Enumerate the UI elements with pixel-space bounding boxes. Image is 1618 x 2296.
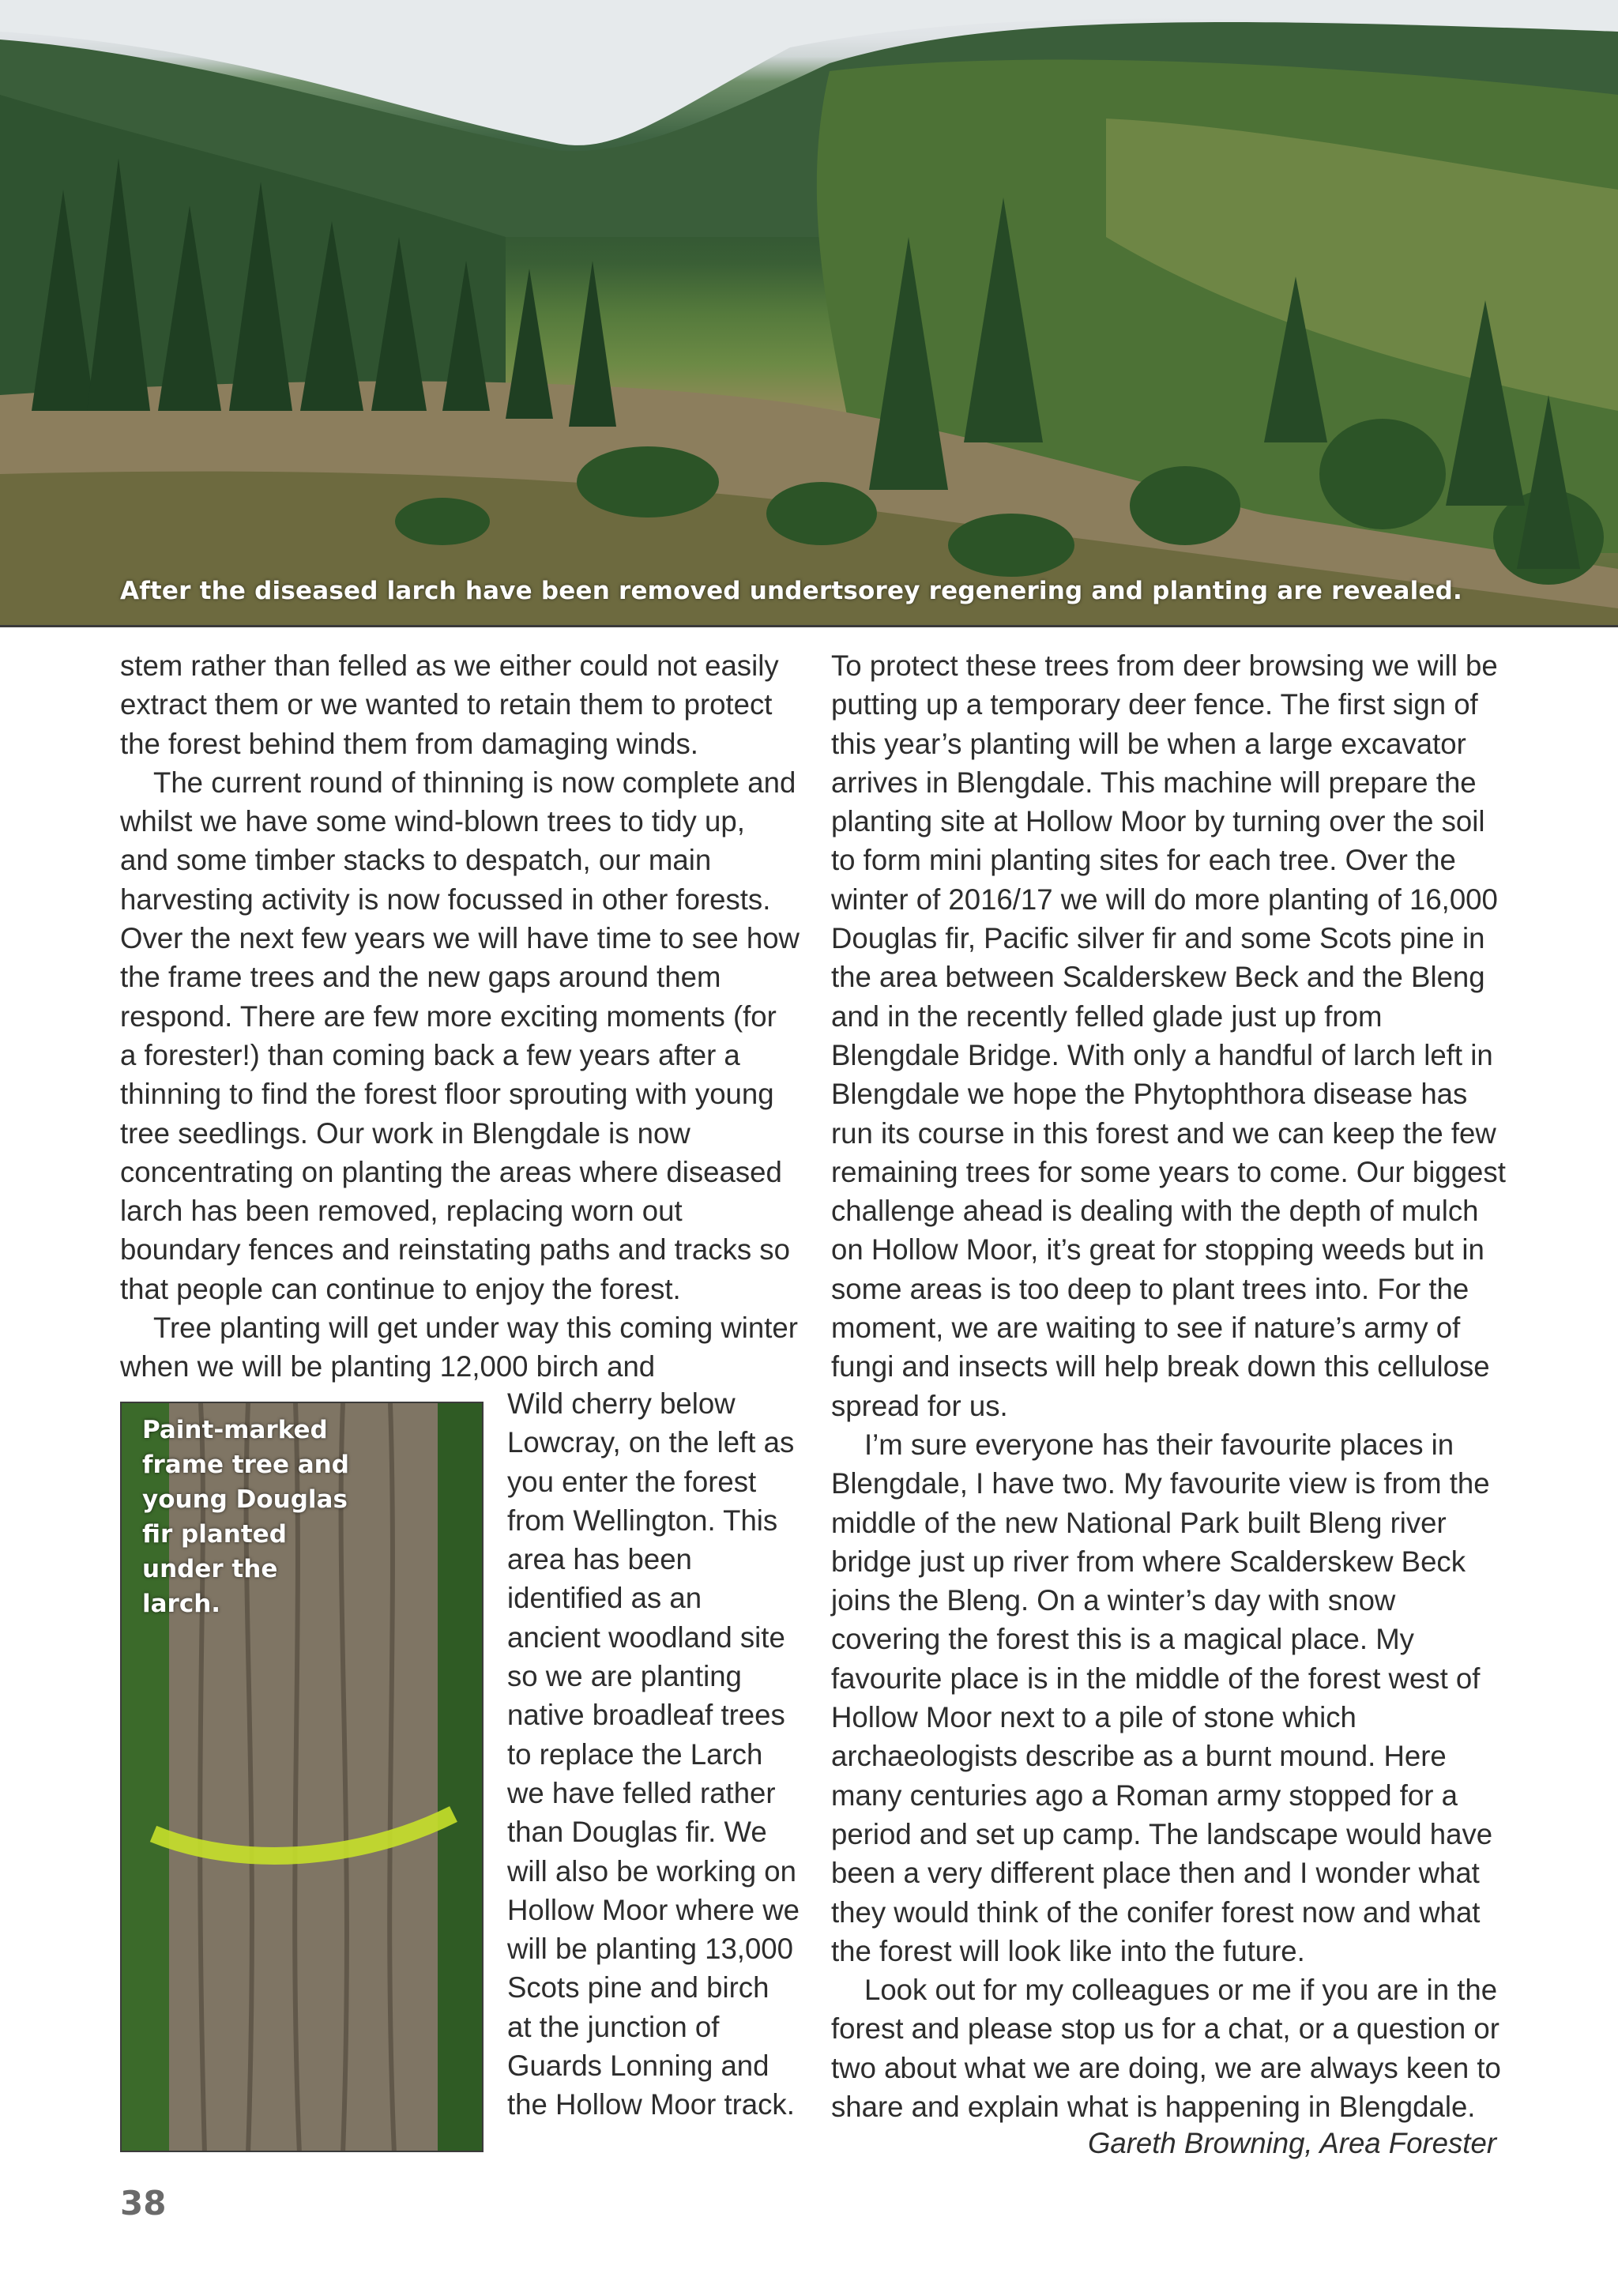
left-paragraph-3: Tree planting will get under way this coming winter when we will be planting 12,000 birch and <box>120 1312 798 1383</box>
author-signature: Gareth Browning, Area Forester <box>1087 2127 1496 2159</box>
hero-bottom-border <box>0 625 1618 627</box>
hero-caption: After the diseased larch have been removed undertsorey regenering and planting are revealed. <box>120 577 1462 605</box>
inset-caption: Paint-marked frame tree and young Douglas fir planted under the larch. <box>142 1416 349 1618</box>
inset-photo <box>120 1402 484 2152</box>
narrow-paragraph: Wild cherry below Lowcray, on the left as you enter the forest from Wellington. This area has been identified as an ancient woodland site so we are planting native broadleaf trees to replace the Larch we have felled rather than Douglas fir. We will also be working on Hollow Moor where we will be planting 13,000 Scots pine and birch at the junction of Guards Lonning and the Hollow Moor track. <box>507 1387 800 2121</box>
left-paragraph-2: The current round of thinning is now complete and whilst we have some wind-blown trees to tidy up, and some timber stacks to despatch, our main harvesting activity is now focussed in other forests. Over the next few years we will have time to see how the frame trees and the new gaps around them respond. There are few more exciting moments (for a forester!) than coming back a few years after a thinning to find the forest floor sprouting with young tree seedlings. Our work in Blengdale is now concentrating on planting the areas where diseased larch has been removed, replacing worn out boundary fences and reinstating paths and tracks so that people can continue to enjoy the forest. <box>120 766 800 1305</box>
narrow-text-column <box>507 1384 800 2125</box>
right-paragraph-1: To protect these trees from deer browsing we will be putting up a temporary deer fence. The first sign of this year’s planting will be when a large excavator arrives in Blengdale. This machine will prepare the planting site at Hollow Moor by turning over the soil to form mini planting sites for each tree. Over the winter of 2016/17 we will do more planting of 16,000 Douglas fir, Pacific silver fir and some Scots pine in the area between Scalderskew Beck and the Bleng and in the recently felled glade just up from Blengdale Bridge. With only a handful of larch left in Blengdale we hope the Phytophthora disease has run its course in this forest and we can keep the few remaining trees for some years to come. Our biggest challenge ahead is dealing with the depth of mulch on Hollow Moor, it’s great for stopping weeds but in some areas is too deep to plant trees into. For the moment, we are waiting to see if nature’s army of fungi and insects will help break down this cellulose spread for us. <box>831 649 1506 1422</box>
right-column <box>831 646 1511 2126</box>
left-column <box>120 646 800 1387</box>
right-paragraph-3: Look out for my colleagues or me if you are in the forest and please stop us for a chat, or a question or two about what we are doing, we are always keen to share and explain what is happening in Blengdale. <box>831 1974 1501 2123</box>
right-paragraph-2: I’m sure everyone has their favourite places in Blengdale, I have two. My favourite view is from the middle of the new National Park built Bleng river bridge just up river from where Scalderskew Beck joins the Bleng. On a winter’s day with snow covering the forest this is a magical place. My favourite place is in the middle of the forest west of Hollow Moor next to a pile of stone which archaeologists describe as a burnt mound. Here many centuries ago a Roman army stopped for a period and set up camp. The landscape would have been a very different place then and I wonder what they would think of the conifer forest now and what the forest will look like into the future. <box>831 1428 1493 1967</box>
hero-photo <box>0 0 1618 627</box>
forest-valley-illustration <box>0 0 1618 627</box>
left-paragraph-1: stem rather than felled as we either could not easily extract them or we wanted to retain them to protect the forest behind them from damaging winds. <box>120 649 779 760</box>
page-number: 38 <box>120 2184 167 2223</box>
